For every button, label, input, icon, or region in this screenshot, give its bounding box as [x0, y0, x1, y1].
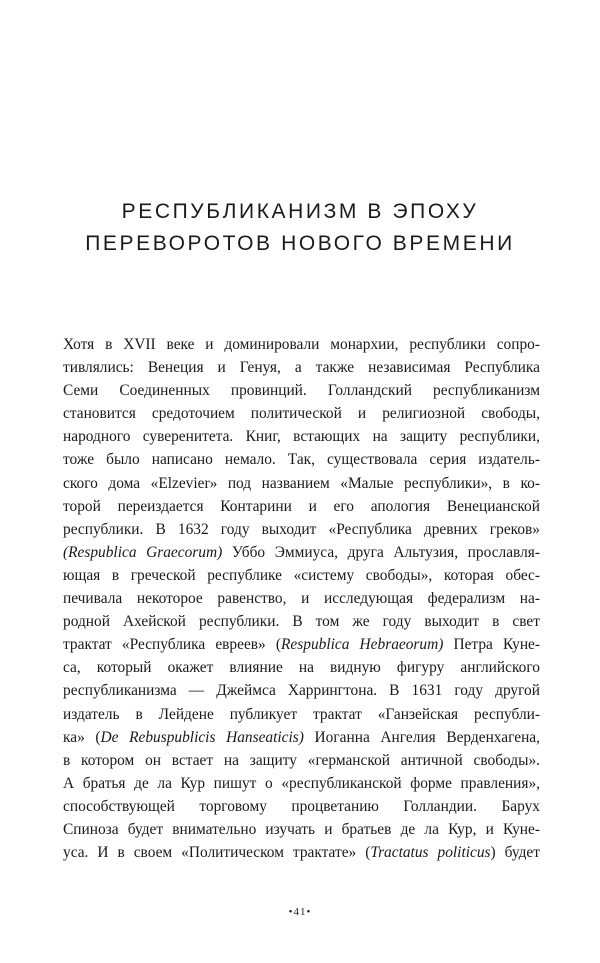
text-line	[63, 472, 540, 495]
text-line	[63, 495, 540, 518]
text-line	[63, 679, 540, 702]
chapter-title-line-2: ПЕРЕВОРОТОВ НОВОГО ВРЕМЕНИ	[85, 232, 515, 255]
text-span: ющая в греческой республике «систему свободы», которая обес-	[63, 566, 540, 584]
text-line	[63, 356, 540, 379]
text-span: Хотя в XVII веке и доминировали монархии, республики сопро-	[63, 336, 540, 353]
text-line	[63, 818, 540, 841]
text-span: становится средоточием политической и религиозной свободы,	[63, 405, 540, 423]
page-number: •41•	[288, 906, 312, 918]
text-span: тивлялись: Венеция и Генуя, а также независимая Республика	[63, 359, 540, 377]
text-line	[63, 703, 540, 726]
text-span: ка» (	[63, 728, 101, 746]
text-span: Спиноза будет внимательно изучать и братьев де ла Кур, и Куне-	[63, 820, 540, 838]
text-span: Иоганна Ангелия Верденхагена,	[303, 728, 540, 746]
text-line	[63, 795, 540, 818]
text-span: республиканизма — Джеймса Харрингтона. В 1631 году другой	[63, 682, 540, 700]
italic-title-span: Respublica Hebraeorum)	[281, 636, 444, 654]
text-span: печивала некоторое равенство, и исследующая федерализм на-	[63, 590, 540, 608]
text-span: родной Ахейской республики. В том же году выходит в свет	[63, 613, 540, 631]
text-line	[63, 633, 540, 656]
text-span: Петра Кунe-	[443, 636, 541, 654]
italic-title-span: Tractatus politicus	[370, 844, 491, 862]
text-span: в котором он встает на защиту «германской античной свободы».	[63, 751, 540, 769]
text-span: уса. И в своем «Политическом трактате» (	[63, 844, 371, 862]
text-span: тоже было написано немало. Так, существовала серия издатель-	[63, 451, 540, 469]
text-line	[63, 749, 540, 772]
text-span: способствующей торговому процветанию Голландии. Барух	[63, 797, 540, 815]
chapter-title-line-1: РЕСПУБЛИКАНИЗМ В ЭПОХУ	[121, 200, 479, 223]
italic-title-span: De Rebuspublicis Hanseaticis)	[100, 728, 304, 746]
text-span: торой переиздается Контарини и его апология Венецианской	[63, 497, 540, 515]
text-span: ) будет	[490, 844, 540, 862]
text-line	[63, 841, 540, 864]
text-span: са, который окажет влияние на видную фигуру английского	[63, 659, 540, 677]
text-span: Семи Соединенных провинций. Голландский республиканизм	[63, 382, 540, 400]
text-line	[63, 333, 540, 356]
text-line	[63, 772, 540, 795]
text-span: республики. В 1632 году выходит «Республика древних греков»	[63, 520, 540, 538]
text-line	[63, 518, 540, 541]
text-line	[63, 541, 540, 564]
text-span: народного суверенитета. Книг, встающих на защиту республики,	[63, 428, 540, 446]
text-line	[63, 448, 540, 471]
italic-title-span: (Respublica Graecorum)	[63, 543, 223, 561]
text-span: трактат «Республика евреев» (	[63, 636, 282, 654]
text-line	[63, 379, 540, 402]
text-line	[63, 726, 540, 749]
text-span: ского дома «Elzevier» под названием «Малые республики», в ко-	[63, 474, 540, 492]
text-line	[63, 564, 540, 587]
body-paragraph	[63, 333, 540, 864]
text-line	[63, 402, 540, 425]
text-span: Уббо Эммиуса, друга Альтузия, прославля-	[222, 543, 540, 561]
text-span: А братья де ла Кур пишут о «республиканской форме правления»,	[63, 774, 540, 792]
text-span: издатель в Лейдене публикует трактат «Ганзейская республи-	[63, 705, 540, 723]
text-line	[63, 425, 540, 448]
text-line	[63, 587, 540, 610]
text-line	[63, 610, 540, 633]
chapter-title	[0, 196, 600, 260]
text-line	[63, 656, 540, 679]
